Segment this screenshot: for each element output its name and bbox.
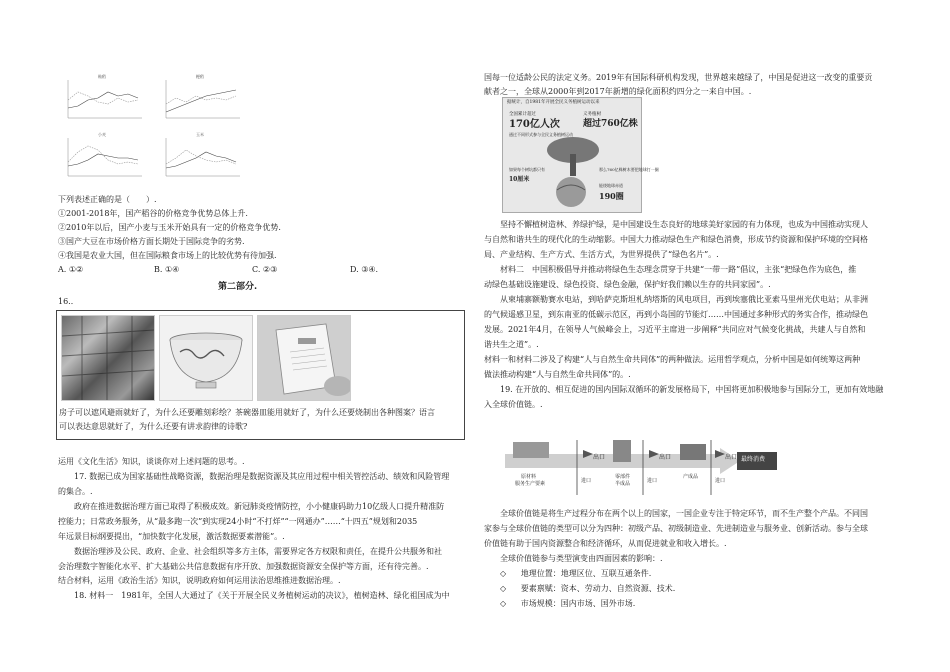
flow-final-consumption: 最终消费 bbox=[741, 456, 766, 463]
q16-task: 运用《文化生活》知识，谈谈你对上述问题的思考。. bbox=[58, 457, 245, 466]
q18-line1: 18. 材料一 1981年，全国人大通过了《关于开展全民义务植树运动的决议》，植树造林、绿化祖国成为中 bbox=[74, 591, 450, 600]
info-stat1-label: 全国累计超过 bbox=[509, 112, 536, 117]
bullet-diamond-icon: ◇ bbox=[500, 569, 507, 578]
chart-indica-rice-svg bbox=[62, 78, 144, 128]
r-line16: 全球价值链是将生产过程分布在两个以上的国家，一国企业专注于特定环节，而不生产整个产品。不同国 bbox=[500, 509, 868, 518]
flow-import-3: 进口 bbox=[715, 478, 726, 484]
choice-a: A. ①② bbox=[58, 265, 84, 274]
value-chain-svg bbox=[505, 440, 780, 495]
info-stat1-desc: 通过不同形式参与全民义务植树运动 bbox=[509, 132, 573, 137]
info-stat3-desc: 如果每个树坑都只有 bbox=[509, 167, 545, 172]
chart-japonica-rice-svg bbox=[160, 78, 242, 128]
flow-label-parts-b: 半成品 bbox=[615, 481, 631, 487]
flow-export-1: 出口 bbox=[593, 454, 606, 461]
series-domestic bbox=[166, 90, 236, 112]
globe-icon bbox=[549, 172, 593, 208]
chart-title: 玉米 bbox=[196, 132, 204, 137]
bullet-diamond-icon: ◇ bbox=[500, 584, 507, 593]
q17-line6: 数据治理涉及公民、政府、企业、社会组织等多方主体，需要界定各方权限和责任，在提升公共服务和社 bbox=[74, 547, 442, 556]
porcelain-bowl-photo bbox=[159, 315, 253, 401]
flow-label-parts: 零部件 bbox=[615, 474, 631, 480]
chart-indica-rice bbox=[62, 74, 144, 128]
series-import bbox=[166, 96, 236, 104]
series-domestic bbox=[68, 154, 138, 166]
flow-import-2: 进口 bbox=[647, 478, 658, 484]
info-stat2-value: 超过760亿株 bbox=[583, 119, 638, 129]
series-domestic bbox=[68, 92, 138, 108]
option-3: ③国产大豆在市场价格方面长期处于国际竞争的劣势. bbox=[58, 237, 245, 246]
section-title: 第二部分. bbox=[218, 282, 258, 292]
carved-building-svg bbox=[62, 316, 154, 400]
r-line5: 局、产业结构、生产方式、生活方式，为世界提供了“绿色名片”。. bbox=[484, 250, 719, 259]
choice-c: C. ②③ bbox=[252, 265, 278, 274]
q16-box bbox=[56, 310, 465, 440]
r-line10: 发展。2021年4月，在领导人气候峰会上，习近平主席进一步阐释“共同应对气候变化挑战，共建人与自然和 bbox=[484, 325, 866, 334]
chart-wheat-svg bbox=[62, 136, 144, 186]
r-line13: 做法推动构建“人与自然生命共同体”的。. bbox=[484, 370, 631, 379]
chart-title: 粳稻 bbox=[196, 74, 204, 79]
chart-corn bbox=[160, 132, 242, 186]
info-stat1-value: 170亿人次 bbox=[509, 119, 560, 130]
r-line2: 献者之一，全球从2000年到2017年新增的绿化面积约四分之一来自中国。. bbox=[484, 87, 752, 96]
option-1: ①2001-2018年，国产稻谷的价格竞争优势总体上升. bbox=[58, 209, 248, 218]
info-stat4-desc: 那么760亿株树木要把地球打一圈 bbox=[599, 167, 659, 172]
tree-planting-infographic bbox=[502, 97, 659, 213]
r-line7: 动绿色基础设施建设、绿色投资、绿色金融，保护好我们赖以生存的共同家园”。. bbox=[484, 280, 771, 289]
question-stem: 下列表述正确的是（ ）. bbox=[58, 195, 157, 204]
chart-japonica-rice bbox=[160, 74, 242, 128]
series-import bbox=[166, 150, 236, 164]
r-line4: 与自然和谐共生的现代化的生动缩影。中国大力推动绿色生产和绿色消费，形成节约资源和保护环境的空间格 bbox=[484, 235, 868, 244]
r-line12: 材料一和材料二涉及了构建“人与自然生命共同体”的两种做法。运用哲学观点，分析中国是如何统筹这两种 bbox=[484, 355, 861, 364]
r-line3: 坚持不懈植树造林、养绿护绿，是中国建设生态良好的地球美好家园的有力体现，也成为中国推动实现人 bbox=[500, 220, 868, 229]
value-chain-diagram bbox=[505, 440, 780, 495]
flow-export-2: 出口 bbox=[659, 454, 672, 461]
r-line19: 全球价值链参与类型演变由四面因素的影响：. bbox=[500, 554, 663, 563]
flow-export-3: 出口 bbox=[725, 454, 738, 461]
info-stat3-value: 10厘米 bbox=[509, 176, 530, 183]
q17-line4: 控能力；日常政务服务，从“最多跑一次”到实现24小时“不打烊”“一网通办”……“十四五”规划和2035 bbox=[58, 517, 418, 526]
bullet-text: 地理位置：地理区位、互联互通条件. bbox=[520, 569, 652, 578]
info-heading: 据统计，自1981年开展全民义务植树运动以来 bbox=[507, 100, 600, 105]
flow-import-1: 进口 bbox=[581, 478, 592, 484]
choice-d: D. ③④. bbox=[350, 265, 379, 274]
bullet-geo bbox=[500, 568, 651, 580]
q16-text-line2: 可以表达意思就好了，为什么还要有讲求韵律的诗歌? bbox=[59, 422, 248, 431]
poetry-book-svg bbox=[258, 316, 350, 400]
option-4: ④我国是农业大国，但在国际粮食市场上的比较优势有待加强. bbox=[58, 251, 277, 260]
q17-line2: 的集合。. bbox=[58, 487, 93, 496]
q16-number: 16.． bbox=[58, 297, 79, 306]
r-line18: 价值链有助于国内资源整合和经济循环，从而促进就业和收入增长。. bbox=[484, 539, 727, 548]
info-stat5-value: 190圈 bbox=[599, 191, 624, 201]
info-stat5-label: 能绕地球赤道 bbox=[599, 183, 623, 188]
option-2: ②2010年以后，国产小麦与玉米开始具有一定的价格竞争优势. bbox=[58, 223, 281, 232]
bullet-diamond-icon: ◇ bbox=[500, 599, 507, 608]
bullet-text: 要素禀赋：资本、劳动力、自然资源、技术. bbox=[520, 584, 676, 593]
choice-b: B. ①④ bbox=[154, 265, 180, 274]
chart-corn-svg bbox=[160, 136, 242, 186]
chart-title: 籼稻 bbox=[98, 74, 106, 79]
r-line8: 从柬埔寨额勒赛水电站，到哈萨克斯坦札纳塔斯的风电项目，再到埃塞俄比亚索马里州光伏电站；从非洲 bbox=[500, 295, 868, 304]
bullet-text: 市场规模：国内市场、国外市场. bbox=[520, 599, 636, 608]
r-line15: 入全球价值链。. bbox=[484, 400, 543, 409]
r-line6: 材料二 中国积极倡导并推动将绿色生态理念贯穿于共建“一带一路”倡议，主张“把绿色作为底色，推 bbox=[500, 265, 857, 274]
carved-building-photo bbox=[61, 315, 155, 401]
series-domestic bbox=[166, 152, 236, 168]
r-line14: 19. 在开放的、相互促进的国内国际双循环的新发展格局下，中国将更加积极地参与国际分工，更加有效地融 bbox=[500, 385, 884, 394]
flow-label-raw: 原材料 bbox=[521, 474, 537, 480]
q17-line3: 政府在推进数据治理方面已取得了积极成效。新冠肺炎疫情防控，小小健康码助力10亿级人口提升精准防 bbox=[74, 502, 445, 511]
q17-line7: 会治理数字智能化水平、扩大基础公共信息数据有序开放、加强数据资源安全保护等方面，还有待完善。. bbox=[58, 562, 429, 571]
q17-line5: 年远景目标纲要提出，“加快数字化发展，激活数据要素潜能”。. bbox=[58, 532, 285, 541]
q16-text-line1: 房子可以遮风避雨就好了，为什么还要雕刻彩绘？茶碗器皿能用就好了，为什么还要烧制出各种图案？语言 bbox=[59, 408, 435, 417]
series-import bbox=[68, 146, 138, 164]
flow-label-raw-b: 服务生产要素 bbox=[515, 481, 546, 487]
r-line11: 谐共生之道”。. bbox=[484, 340, 539, 349]
info-stat2-label: 义务植树 bbox=[583, 112, 601, 117]
flow-label-products: 产成品 bbox=[683, 474, 699, 480]
r-line1: 国每一位适龄公民的法定义务。2019年有国际科研机构发现，世界越来越绿了，中国是促进这一改变的重要贡 bbox=[484, 73, 873, 82]
chart-title: 小麦 bbox=[98, 132, 106, 137]
q17-line8: 结合材料，运用《政治生活》知识，说明政府如何运用法治思维推进数据治理。. bbox=[58, 576, 341, 585]
bullet-factors bbox=[500, 583, 675, 595]
chart-wheat bbox=[62, 132, 144, 186]
poetry-book-photo bbox=[257, 315, 351, 401]
q17-line1: 17. 数据已成为国家基础性战略资源，数据治理是数据资源及其应用过程中相关管控活动、绩效和风险管理 bbox=[74, 472, 450, 481]
porcelain-bowl-svg bbox=[160, 316, 252, 400]
bullet-market bbox=[500, 598, 635, 610]
r-line17: 家参与全球价值链的类型可以分为四种：初级产品、初级制造业、先进制造业与服务业、创新活动。参与全球 bbox=[484, 524, 868, 533]
r-line9: 的气候遥感卫星，到东南亚的低碳示范区，再到小岛国的节能灯……中国通过多种形式的务实合作，推动绿色 bbox=[484, 310, 868, 319]
